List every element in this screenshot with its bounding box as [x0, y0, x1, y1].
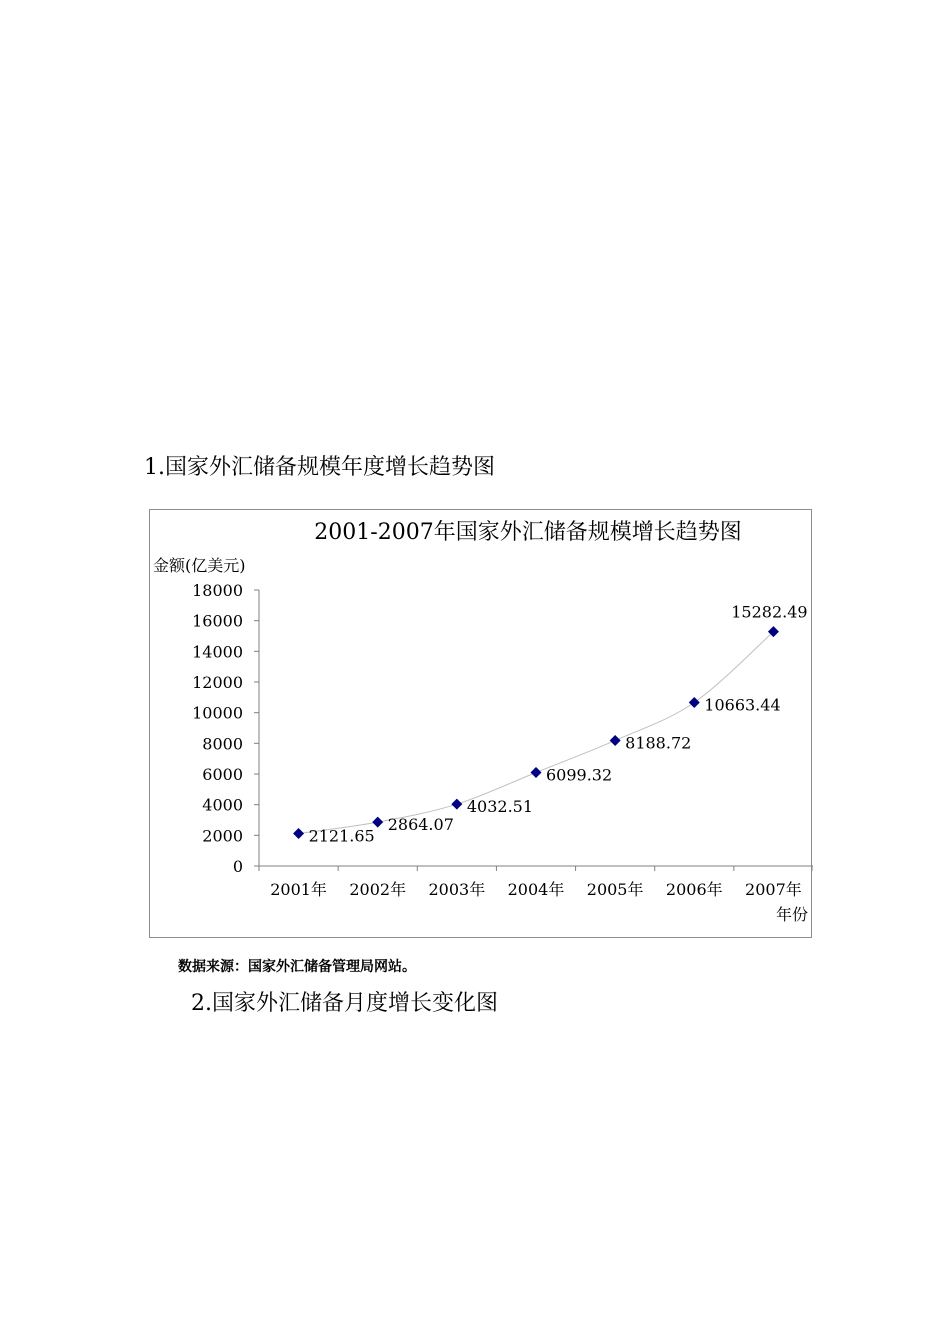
y-axis-label: 金额(亿美元): [153, 556, 246, 575]
data-label: 2864.07: [387, 815, 454, 835]
x-axis-label: 年份: [775, 905, 808, 924]
x-tick-label: 2003年: [428, 880, 486, 899]
y-tick-label: 12000: [192, 673, 243, 692]
y-tick-label: 18000: [192, 581, 243, 600]
data-point: [531, 767, 542, 778]
y-tick-label: 6000: [202, 765, 243, 784]
chart-svg: [150, 510, 813, 939]
data-point: [689, 697, 700, 708]
series-line: [299, 632, 774, 834]
chart-title: 2001-2007年国家外汇储备规模增长趋势图: [314, 520, 742, 545]
chart-frame: [149, 509, 812, 938]
data-label: 15282.49: [731, 602, 808, 622]
x-tick-label: 2002年: [349, 880, 407, 899]
data-label: 6099.32: [546, 765, 613, 785]
y-tick-label: 16000: [192, 611, 243, 631]
data-label: 2121.65: [308, 826, 375, 846]
x-tick-label: 2005年: [586, 880, 644, 899]
x-tick-label: 2004年: [507, 880, 565, 899]
y-tick-label: 0: [232, 857, 243, 876]
data-label: 10663.44: [704, 695, 781, 715]
y-tick-label: 14000: [192, 642, 243, 662]
x-tick-label: 2007年: [745, 880, 802, 899]
data-point: [293, 828, 304, 839]
data-label: 4032.51: [466, 797, 534, 817]
x-tick-label: 2006年: [665, 880, 723, 899]
x-tick-label: 2001年: [270, 880, 327, 899]
data-point: [610, 735, 621, 746]
y-tick-label: 8000: [202, 734, 243, 754]
chart-plot-area: [192, 581, 813, 899]
source-note: 数据来源：国家外汇储备管理局网站。: [178, 959, 416, 975]
section-heading-2: 2.国家外汇储备月度增长变化图: [191, 991, 498, 1016]
y-tick-label: 4000: [202, 795, 243, 815]
y-tick-label: 10000: [192, 703, 243, 723]
y-tick-label: 2000: [202, 826, 243, 846]
section-heading-1: 1.国家外汇储备规模年度增长趋势图: [144, 455, 495, 480]
data-point: [451, 799, 462, 810]
data-label: 8188.72: [625, 733, 692, 753]
